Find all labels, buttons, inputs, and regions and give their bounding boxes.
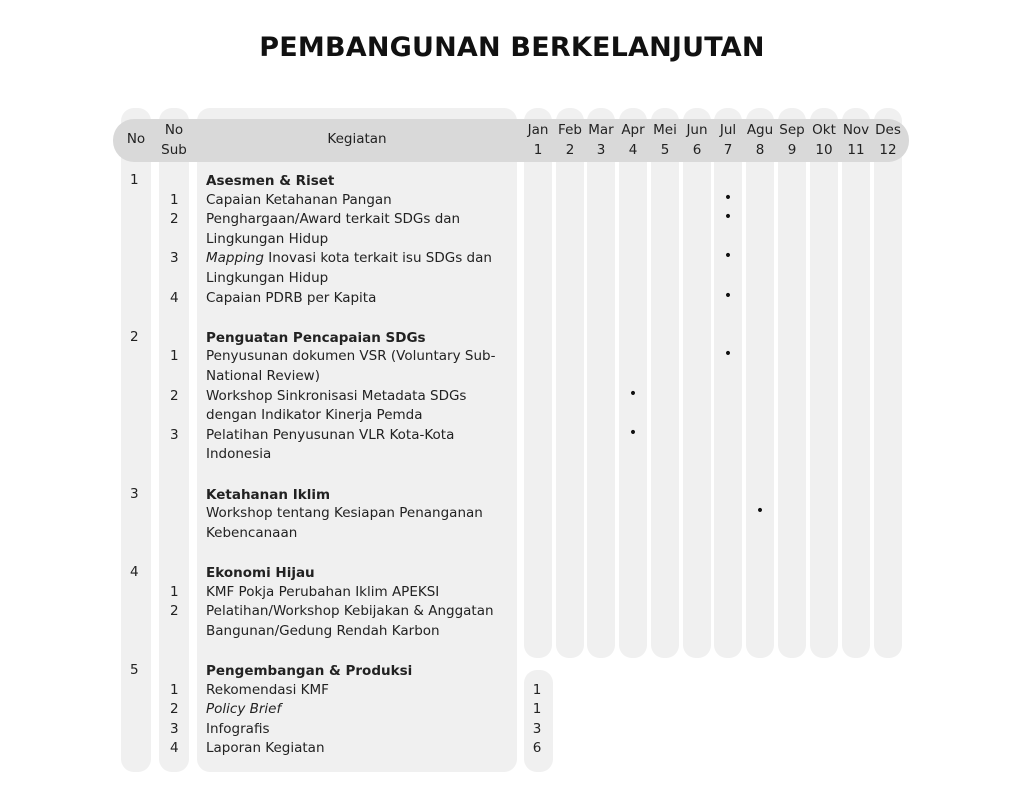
sub-number: 3 — [170, 426, 179, 443]
month-column-jun — [683, 108, 711, 658]
month-number-apr: 4 — [628, 142, 638, 158]
month-column-nov — [842, 108, 870, 658]
schedule-dot: • — [723, 189, 733, 206]
month-column-okt — [810, 108, 838, 658]
month-number-jan: 1 — [533, 142, 543, 158]
schedule-dot: • — [628, 385, 638, 402]
sub-number: 2 — [170, 387, 179, 404]
activity-text: Inovasi kota terkait isu SDGs dan — [263, 250, 492, 267]
activity-line: Bangunan/Gedung Rendah Karbon — [206, 622, 440, 639]
output-count: 6 — [532, 740, 542, 757]
month-column-des — [874, 108, 902, 658]
sub-number: 1 — [170, 681, 179, 698]
month-number-feb: 2 — [565, 142, 575, 158]
activity-line: Infografis — [206, 720, 270, 737]
activity-line: Workshop Sinkronisasi Metadata SDGs — [206, 387, 467, 404]
month-number-agu: 8 — [755, 142, 765, 158]
activity-italic-term: Mapping — [206, 250, 264, 267]
sub-number: 3 — [170, 250, 179, 267]
section-number: 2 — [130, 328, 139, 345]
section-title: Penguatan Pencapaian SDGs — [206, 329, 426, 346]
month-number-okt: 10 — [815, 142, 833, 158]
month-name-mei: Mei — [653, 122, 677, 138]
activity-line: Capaian PDRB per Kapita — [206, 289, 377, 306]
schedule-dot: • — [723, 346, 733, 363]
activity-line — [206, 248, 492, 268]
output-count: 1 — [532, 681, 542, 698]
month-column-feb — [556, 108, 584, 658]
activity-line: Kebencanaan — [206, 524, 298, 541]
schedule-dot: • — [755, 503, 765, 520]
month-column-mar — [587, 108, 615, 658]
section-number: 5 — [130, 662, 139, 678]
month-name-des: Des — [875, 122, 901, 138]
schedule-dot: • — [723, 248, 733, 265]
month-number-jul: 7 — [723, 142, 733, 158]
schedule-dot: • — [628, 424, 638, 441]
header-no-sub-line2: Sub — [161, 142, 187, 158]
month-number-nov: 11 — [847, 142, 865, 158]
month-number-mar: 3 — [596, 142, 606, 158]
sub-number: 3 — [170, 720, 179, 737]
month-name-agu: Agu — [746, 122, 774, 138]
month-name-feb: Feb — [558, 122, 582, 138]
output-count: 1 — [532, 701, 542, 718]
section-title: Ketahanan Iklim — [206, 486, 331, 503]
sub-number: 4 — [170, 740, 179, 757]
sub-number: 1 — [170, 583, 179, 600]
sub-number: 2 — [170, 211, 179, 228]
sub-number: 2 — [170, 701, 179, 718]
activity-line: Workshop tentang Kesiapan Penanganan — [206, 505, 483, 522]
activity-line: Laporan Kegiatan — [206, 740, 325, 757]
month-name-jun: Jun — [686, 122, 708, 138]
month-name-mar: Mar — [588, 122, 614, 138]
activity-line: Lingkungan Hidup — [206, 270, 329, 286]
activity-line: Rekomendasi KMF — [206, 681, 329, 698]
header-no-sub-line1: No — [164, 122, 184, 138]
activity-line: Lingkungan Hidup — [206, 230, 329, 247]
month-column-agu — [746, 108, 774, 658]
month-number-jun: 6 — [692, 142, 702, 158]
header-no: No — [126, 131, 146, 147]
activity-line: Penyusunan dokumen VSR (Voluntary Sub- — [206, 348, 496, 365]
month-column-mei — [651, 108, 679, 658]
month-column-sep — [778, 108, 806, 658]
activity-line: Penghargaan/Award terkait SDGs dan — [206, 211, 461, 228]
month-column-jan — [524, 108, 552, 658]
activity-line: dengan Indikator Kinerja Pemda — [206, 407, 423, 424]
output-count: 3 — [532, 720, 542, 737]
activity-line: Capaian Ketahanan Pangan — [206, 191, 392, 208]
header-no-sub — [157, 120, 191, 160]
sub-number: 1 — [170, 191, 179, 208]
month-name-apr: Apr — [621, 122, 645, 138]
header-kegiatan: Kegiatan — [327, 131, 387, 147]
section-title: Asesmen & Riset — [206, 173, 335, 189]
section-number: 4 — [130, 564, 139, 580]
activity-line: National Review) — [206, 368, 320, 384]
month-name-nov: Nov — [842, 122, 870, 138]
month-name-sep: Sep — [779, 122, 805, 138]
sub-number: 2 — [170, 603, 179, 620]
month-name-jul: Jul — [719, 122, 737, 138]
month-number-des: 12 — [879, 142, 897, 158]
section-title: Ekonomi Hijau — [206, 565, 315, 581]
activity-line: KMF Pokja Perubahan Iklim APEKSI — [206, 583, 440, 600]
month-number-sep: 9 — [787, 142, 797, 158]
section-number: 1 — [130, 172, 139, 188]
month-name-okt: Okt — [812, 122, 836, 138]
schedule-dot: • — [723, 287, 733, 304]
page-title: PEMBANGUNAN BERKELANJUTAN — [259, 32, 765, 63]
section-title: Pengembangan & Produksi — [206, 663, 413, 679]
activity-line: Policy Brief — [206, 701, 282, 718]
schedule-dot: • — [723, 209, 733, 226]
month-number-mei: 5 — [660, 142, 670, 158]
sub-number: 4 — [170, 289, 179, 306]
activity-line: Indonesia — [206, 446, 272, 463]
sub-number: 1 — [170, 348, 179, 365]
activity-line: Pelatihan/Workshop Kebijakan & Anggatan — [206, 603, 494, 620]
section-number: 3 — [130, 485, 139, 502]
activity-line: Pelatihan Penyusunan VLR Kota-Kota — [206, 426, 455, 443]
month-name-jan: Jan — [527, 122, 549, 138]
